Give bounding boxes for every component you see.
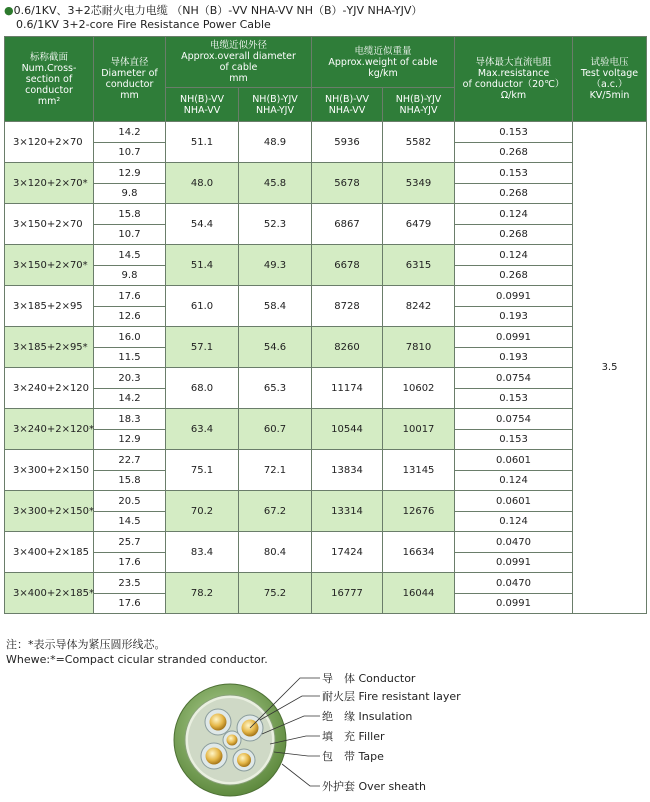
table-row	[5, 532, 647, 553]
cell-conductor-diameter: 17.6	[94, 286, 166, 307]
page-title	[4, 4, 422, 32]
table-row	[5, 368, 647, 389]
cell-conductor-diameter: 14.2	[94, 389, 166, 409]
cell-weight-yjv: 5349	[383, 163, 455, 204]
cell-resistance: 0.268	[455, 143, 573, 163]
cell-weight-vv: 6867	[312, 204, 383, 245]
cell-od-vv: 68.0	[166, 368, 239, 409]
cell-model: 3×400+2×185*	[5, 573, 94, 614]
legend-label-cn: 耐火层	[322, 690, 355, 703]
cell-conductor-diameter: 18.3	[94, 409, 166, 430]
spec-table	[4, 36, 647, 614]
legend-label-en: Fire resistant layer	[358, 690, 461, 703]
cell-conductor-diameter: 9.8	[94, 184, 166, 204]
cell-weight-vv: 8728	[312, 286, 383, 327]
cell-resistance: 0.124	[455, 512, 573, 532]
cell-conductor-diameter: 20.5	[94, 491, 166, 512]
cell-resistance: 0.0470	[455, 532, 573, 553]
cell-od-yjv: 67.2	[239, 491, 312, 532]
cell-od-yjv: 52.3	[239, 204, 312, 245]
cell-od-yjv: 65.3	[239, 368, 312, 409]
cell-weight-vv: 13834	[312, 450, 383, 491]
cell-weight-vv: 16777	[312, 573, 383, 614]
cell-resistance: 0.268	[455, 266, 573, 286]
cell-conductor-diameter: 12.6	[94, 307, 166, 327]
cell-resistance: 0.0470	[455, 573, 573, 594]
cell-weight-vv: 6678	[312, 245, 383, 286]
spec-table-body	[5, 122, 647, 614]
legend-label-cn: 外护套	[322, 780, 355, 793]
cell-od-vv: 57.1	[166, 327, 239, 368]
cell-resistance: 0.124	[455, 471, 573, 491]
cell-resistance: 0.193	[455, 307, 573, 327]
cell-conductor-diameter: 17.6	[94, 594, 166, 614]
cell-resistance: 0.0991	[455, 553, 573, 573]
core-4-conductor	[237, 753, 251, 767]
cell-conductor-diameter: 10.7	[94, 225, 166, 245]
cell-od-yjv: 75.2	[239, 573, 312, 614]
legend-label-en: Filler	[358, 730, 385, 743]
header-weight: 电缆近似重量 Approx.weight of cable kg/km	[312, 37, 455, 88]
cell-od-yjv: 48.9	[239, 122, 312, 163]
cell-model: 3×150+2×70	[5, 204, 94, 245]
cell-resistance: 0.153	[455, 430, 573, 450]
cell-resistance: 0.153	[455, 122, 573, 143]
cell-resistance: 0.0991	[455, 286, 573, 307]
cell-weight-vv: 5678	[312, 163, 383, 204]
cell-model: 3×185+2×95*	[5, 327, 94, 368]
cell-conductor-diameter: 12.9	[94, 430, 166, 450]
cell-weight-vv: 13314	[312, 491, 383, 532]
cell-resistance: 0.0991	[455, 594, 573, 614]
header-overall-diameter: 电缆近似外径 Approx.overall diameter of cable mm	[166, 37, 312, 88]
table-row	[5, 491, 647, 512]
cell-od-vv: 48.0	[166, 163, 239, 204]
cell-resistance: 0.268	[455, 225, 573, 245]
table-row	[5, 245, 647, 266]
cell-weight-yjv: 10602	[383, 368, 455, 409]
cell-model: 3×400+2×185	[5, 532, 94, 573]
cell-conductor-diameter: 17.6	[94, 553, 166, 573]
cable-cross-section-diagram	[170, 672, 640, 798]
table-row	[5, 163, 647, 184]
cell-od-vv: 83.4	[166, 532, 239, 573]
cell-od-yjv: 49.3	[239, 245, 312, 286]
cell-resistance: 0.0601	[455, 450, 573, 471]
cell-resistance: 0.124	[455, 245, 573, 266]
subheader-w-yjv: NH(B)-YJV NHA-YJV	[383, 88, 455, 122]
cell-conductor-diameter: 15.8	[94, 471, 166, 491]
cell-weight-yjv: 16044	[383, 573, 455, 614]
cell-conductor-diameter: 23.5	[94, 573, 166, 594]
cell-conductor-diameter: 14.2	[94, 122, 166, 143]
legend-label-en: Over sheath	[358, 780, 426, 793]
cell-resistance: 0.193	[455, 348, 573, 368]
footnote	[6, 637, 268, 667]
legend-label-en: Conductor	[358, 672, 416, 685]
cell-weight-yjv: 7810	[383, 327, 455, 368]
core-5-conductor	[227, 735, 238, 746]
cell-weight-vv: 10544	[312, 409, 383, 450]
cell-od-vv: 51.4	[166, 245, 239, 286]
cell-resistance: 0.0991	[455, 327, 573, 348]
header-section: 标称截面 Num.Cross- section of conductor mm²	[5, 37, 94, 122]
header-resistance: 导体最大直流电阻 Max.resistance of conductor（20℃） Ω/km	[455, 37, 573, 122]
cell-conductor-diameter: 16.0	[94, 327, 166, 348]
cell-weight-yjv: 12676	[383, 491, 455, 532]
cell-conductor-diameter: 22.7	[94, 450, 166, 471]
cell-resistance: 0.0754	[455, 368, 573, 389]
cell-conductor-diameter: 9.8	[94, 266, 166, 286]
cell-od-yjv: 60.7	[239, 409, 312, 450]
leader-line-over-sheath	[282, 764, 320, 786]
legend-label-cn: 包 带	[322, 750, 355, 763]
cell-test-voltage: 3.5	[573, 122, 647, 614]
cell-od-yjv: 72.1	[239, 450, 312, 491]
cell-od-yjv: 54.6	[239, 327, 312, 368]
table-row	[5, 286, 647, 307]
table-row	[5, 450, 647, 471]
core-1-conductor	[210, 714, 227, 731]
cell-model: 3×120+2×70	[5, 122, 94, 163]
cell-weight-vv: 8260	[312, 327, 383, 368]
table-row	[5, 204, 647, 225]
cell-conductor-diameter: 10.7	[94, 143, 166, 163]
cell-od-vv: 70.2	[166, 491, 239, 532]
cell-conductor-diameter: 14.5	[94, 245, 166, 266]
cell-weight-vv: 11174	[312, 368, 383, 409]
cell-od-vv: 54.4	[166, 204, 239, 245]
cell-conductor-diameter: 20.3	[94, 368, 166, 389]
cell-od-yjv: 45.8	[239, 163, 312, 204]
table-row	[5, 327, 647, 348]
footnote-en: Whewe:*=Compact cicular stranded conductor.	[6, 653, 268, 666]
legend-item	[322, 750, 384, 763]
legend-label-cn: 绝 缘	[322, 710, 355, 723]
bullet-icon: ●	[4, 4, 14, 17]
subheader-w-vv: NH(B)-VV NHA-VV	[312, 88, 383, 122]
cell-model: 3×150+2×70*	[5, 245, 94, 286]
cell-weight-yjv: 5582	[383, 122, 455, 163]
cell-od-vv: 75.1	[166, 450, 239, 491]
cell-od-vv: 51.1	[166, 122, 239, 163]
table-row	[5, 409, 647, 430]
legend-label-cn: 导 体	[322, 672, 355, 685]
legend-label-cn: 填 充	[322, 730, 355, 743]
cell-model: 3×240+2×120	[5, 368, 94, 409]
cell-weight-yjv: 6315	[383, 245, 455, 286]
cell-od-vv: 63.4	[166, 409, 239, 450]
cell-conductor-diameter: 11.5	[94, 348, 166, 368]
cell-weight-vv: 5936	[312, 122, 383, 163]
cell-weight-yjv: 13145	[383, 450, 455, 491]
header-conductor-diameter: 导体直径 Diameter of conductor mm	[94, 37, 166, 122]
legend-item	[322, 672, 415, 685]
core-3-conductor	[206, 748, 223, 765]
cell-conductor-diameter: 12.9	[94, 163, 166, 184]
table-row	[5, 573, 647, 594]
cell-resistance: 0.124	[455, 204, 573, 225]
subheader-od-vv: NH(B)-VV NHA-VV	[166, 88, 239, 122]
cell-od-vv: 78.2	[166, 573, 239, 614]
header-test-voltage: 试验电压 Test voltage （a.c.） KV/5min	[573, 37, 647, 122]
legend-item	[322, 710, 412, 723]
title-cn: 0.6/1KV、3+2芯耐火电力电缆 （NH（B）-VV NHA-VV NH（B）-YJV NHA-YJV）	[13, 4, 423, 17]
cell-model: 3×185+2×95	[5, 286, 94, 327]
cell-weight-yjv: 10017	[383, 409, 455, 450]
cell-weight-yjv: 6479	[383, 204, 455, 245]
cell-od-yjv: 58.4	[239, 286, 312, 327]
title-en: 0.6/1KV 3+2-core Fire Resistance Power Cable	[16, 18, 271, 31]
legend-item	[322, 690, 461, 703]
cell-resistance: 0.0601	[455, 491, 573, 512]
cell-resistance: 0.268	[455, 184, 573, 204]
cell-od-vv: 61.0	[166, 286, 239, 327]
cell-resistance: 0.0754	[455, 409, 573, 430]
cell-conductor-diameter: 14.5	[94, 512, 166, 532]
legend-item	[322, 730, 385, 743]
cell-weight-vv: 17424	[312, 532, 383, 573]
cell-model: 3×120+2×70*	[5, 163, 94, 204]
cell-model: 3×300+2×150*	[5, 491, 94, 532]
cell-weight-yjv: 16634	[383, 532, 455, 573]
legend-label-en: Insulation	[358, 710, 413, 723]
legend-item	[322, 780, 426, 793]
cell-model: 3×240+2×120*	[5, 409, 94, 450]
cell-weight-yjv: 8242	[383, 286, 455, 327]
cell-resistance: 0.153	[455, 389, 573, 409]
table-row	[5, 122, 647, 143]
cell-model: 3×300+2×150	[5, 450, 94, 491]
footnote-cn: 注：*表示导体为紧压圆形线芯。	[6, 638, 166, 651]
cell-conductor-diameter: 25.7	[94, 532, 166, 553]
cell-resistance: 0.153	[455, 163, 573, 184]
subheader-od-yjv: NH(B)-YJV NHA-YJV	[239, 88, 312, 122]
cell-conductor-diameter: 15.8	[94, 204, 166, 225]
legend-label-en: Tape	[358, 750, 384, 763]
cell-od-yjv: 80.4	[239, 532, 312, 573]
